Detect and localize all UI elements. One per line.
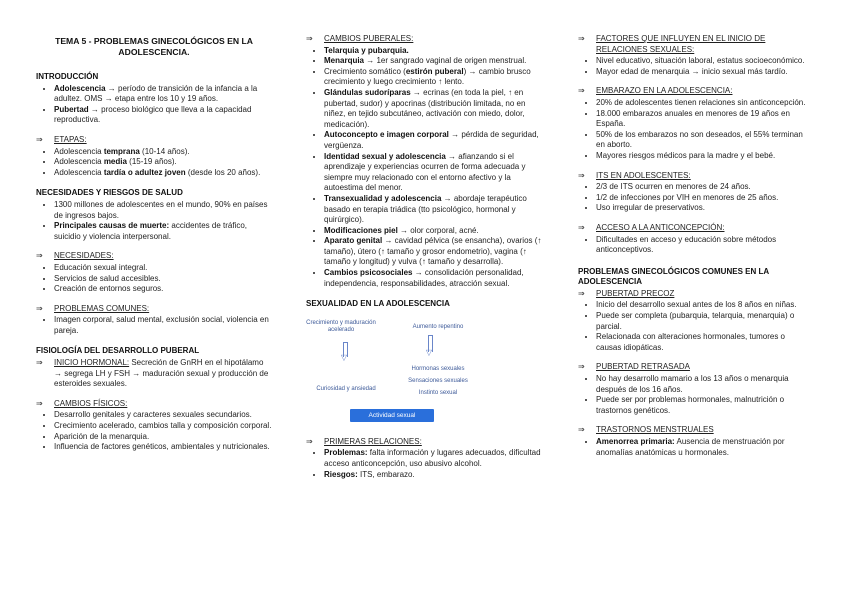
retrasada-list [578,374,810,416]
sexualidad-diagram [306,318,486,428]
list-item: • 18.000 embarazos anuales en menores de 19 años en España. [596,109,810,130]
cambios-fisicos-list [36,410,272,452]
list-item: • Autoconcepto e imagen corporal → pérdida de seguridad, vergüenza. [324,130,546,151]
double-arrow-icon: ⇒ [578,288,585,298]
precoz-subheading: ⇒ PUBERTAD PRECOZ [578,288,675,298]
intro-list [36,84,272,126]
list-item: • Creación de entornos seguros. [54,284,272,295]
list-item: • Influencia de factores genéticos, ambientales y nutricionales. [54,442,272,453]
fisiologia-heading: FISIOLOGÍA DEL DESARROLLO PUBERAL [36,346,200,356]
list-item: • 2/3 de ITS ocurren en menores de 24 años. [596,182,810,193]
factores-list [578,56,810,77]
list-item: • Glándulas sudoríparas → ecrinas (en toda la piel, ↑ en pubertad, sudor) y apocrinas (distribución limitada, no en niñez, en tejido subcutáneo, activación con miedo, dolor, medicación). [324,88,546,130]
list-item: • Relacionada con alteraciones hormonales, tumores o causas idiopáticas. [596,332,810,353]
problemas-subheading: ⇒ PROBLEMAS COMUNES: [36,303,150,313]
list-item: • Telarquia y pubarquia. [324,46,546,57]
diagram-aumento: Aumento repentino [412,323,464,330]
double-arrow-icon: ⇒ [578,170,585,180]
double-arrow-icon: ⇒ [578,425,585,435]
etapas-list [36,147,272,179]
list-item: • Aparato genital → cavidad pélvica (se ensancha), ovarios (↑ tamaño), útero (↑ tamaño y grosor endometrio), vagina (↑ tamaño y longitud) y vulva (↑ tamaño y desarrolla). [324,236,546,268]
double-arrow-icon: ⇒ [36,358,43,368]
acceso-subheading: ⇒ ACCESO A LA ANTICONCEPCIÓN: [578,222,725,232]
list-item: • Adolescencia tardía o adultez joven (desde los 20 años). [54,168,272,179]
necesidades-subheading: ⇒ NECESIDADES: [36,251,114,261]
list-item: • Imagen corporal, salud mental, exclusión social, violencia en pareja. [54,315,272,336]
double-arrow-icon: ⇒ [36,303,43,313]
double-arrow-icon: ⇒ [36,251,43,261]
list-item: • Problemas: falta información y lugares adecuados, dificultad acceso anticoncepción, uso abusivo alcohol. [324,448,546,469]
acceso-list [578,235,810,256]
double-arrow-icon: ⇒ [36,134,43,144]
its-subheading: ⇒ ITS EN ADOLESCENTES: [578,170,691,180]
list-item: • Desarrollo genitales y caracteres sexuales secundarios. [54,410,272,421]
double-arrow-icon: ⇒ [578,222,585,232]
sexualidad-heading: SEXUALIDAD EN LA ADOLESCENCIA [306,299,450,309]
list-item: • Adolescencia → período de transición de la infancia a la adultez. OMS → etapa entre los 10 y 19 años. [54,84,272,105]
primeras-subheading: ⇒ PRIMERAS RELACIONES: [306,436,422,446]
embarazo-list [578,98,810,162]
arrow-head-icon: ▽ [340,352,348,362]
diagram-curiosidad: Curiosidad y ansiedad [316,385,376,392]
double-arrow-icon: ⇒ [578,86,585,96]
precoz-list [578,300,810,353]
trastornos-subheading: ⇒ TRASTORNOS MENSTRUALES [578,425,714,435]
list-item: • Inicio del desarrollo sexual antes de los 8 años en niñas. [596,300,810,311]
list-item: • 20% de adolescentes tienen relaciones sin anticoncepción. [596,98,810,109]
list-item: • Adolescencia media (15-19 años). [54,157,272,168]
cambios-puberales-subheading: ⇒ CAMBIOS PUBERALES: [306,34,414,43]
double-arrow-icon: ⇒ [578,362,585,372]
its-list [578,182,810,214]
column-1 [36,34,272,453]
list-item: • No hay desarrollo mamario a los 13 años o menarquia después de los 16 años. [596,374,810,395]
factores-subheading: ⇒ FACTORES QUE INFLUYEN EN EL INICIO DE RELACIONES SEXUALES: [578,34,766,54]
necesidades-riesgos-list [36,200,272,242]
list-item: • Puede ser por problemas hormonales, malnutrición o trastornos genéticos. [596,395,810,416]
list-item: • 1/2 de infecciones por VIH en menores de 25 años. [596,193,810,204]
list-item: • Dificultades en acceso y educación sobre métodos anticonceptivos. [596,235,810,256]
list-item: • Amenorrea primaria: Ausencia de menstruación por anomalías anatómicas u hormonales. [596,437,810,458]
diagram-sensaciones: Sensaciones sexuales [408,377,468,384]
page-title: TEMA 5 - PROBLEMAS GINECOLÓGICOS EN LA ADOLESCENCIA. [55,36,253,57]
list-item: • Aparición de la menarquia. [54,432,272,443]
list-item: • 1300 millones de adolescentes en el mundo, 90% en países de ingresos bajos. [54,200,272,221]
double-arrow-icon: ⇒ [578,34,585,43]
list-item: • 50% de los embarazos no son deseados, el 55% terminan en aborto. [596,130,810,151]
column-2 [306,34,546,480]
double-arrow-icon: ⇒ [306,34,313,43]
list-item: • Identidad sexual y adolescencia → afianzando si el aprendizaje y experiencias ocurren de forma adecuada y siempre muy relacionado con el entorno afectivo y la autoestima del menor. [324,152,546,194]
list-item: • Riesgos: ITS, embarazo. [324,470,546,481]
embarazo-subheading: ⇒ EMBARAZO EN LA ADOLESCENCIA: [578,86,733,96]
list-item: • Nivel educativo, situación laboral, estatus socioeconómico. [596,56,810,67]
double-arrow-icon: ⇒ [306,436,313,446]
problemas-gin-heading: PROBLEMAS GINECOLÓGICOS COMUNES EN LA ADOLESCENCIA [578,266,769,287]
list-item: • Cambios psicosociales → consolidación personalidad, independencia, responsabilidades, atracción sexual. [324,268,546,289]
list-item: • Menarquia → 1er sangrado vaginal de origen menstrual. [324,56,546,67]
list-item: • Servicios de salud accesibles. [54,274,272,285]
cambios-fisicos-subheading: ⇒ CAMBIOS FÍSICOS: [36,398,128,408]
list-item: • Crecimiento somático (estirón puberal) → cambio brusco crecimiento y luego crecimiento ↑ lento. [324,67,546,88]
column-3 [578,34,810,458]
necesidades-list [36,263,272,295]
diagram-crecimiento: Crecimiento y maduración acelerado [306,319,376,333]
list-item: • Transexualidad y adolescencia → abordaje terapéutico basado en terapia triádica (tto psicológico, hormonal y quirúrgico). [324,194,546,226]
list-item: • Mayores riesgos médicos para la madre y el bebé. [596,151,810,162]
list-item: • Crecimiento acelerado, cambios talla y composición corporal. [54,421,272,432]
list-item: • Principales causas de muerte: accidentes de tráfico, suicidio y violencia interpersonal. [54,221,272,242]
intro-heading: INTRODUCCIÓN [36,72,99,81]
diagram-instinto: Instinto sexual [418,389,458,396]
list-item: • Pubertad → proceso biológico que lleva a la capacidad reproductiva. [54,105,272,126]
arrow-head-icon: ▽ [425,347,433,357]
cambios-puberales-list [306,46,546,290]
list-item: • Uso irregular de preservativos. [596,203,810,214]
etapas-subheading: ⇒ ETAPAS: [36,134,87,144]
double-arrow-icon: ⇒ [36,398,43,408]
list-item: • Mayor edad de menarquia → inicio sexual más tardío. [596,67,810,78]
list-item: • Adolescencia temprana (10-14 años). [54,147,272,158]
primeras-list [306,448,546,480]
list-item: • Modificaciones piel → olor corporal, acné. [324,226,546,237]
necesidades-riesgos-heading: NECESIDADES Y RIESGOS DE SALUD [36,188,183,198]
trastornos-list [578,437,810,458]
list-item: • Educación sexual integral. [54,263,272,274]
diagram-hormonas: Hormonas sexuales [411,365,465,372]
inicio-hormonal: ⇒ INICIO HORMONAL: Secreción de GnRH en el hipotálamo → segrega LH y FSH → maduración sexual y producción de esteroides sexuales. [36,358,269,389]
diagram-actividad: Actividad sexual [350,409,434,422]
retrasada-subheading: ⇒ PUBERTAD RETRASADA [578,362,690,372]
problemas-list [36,315,272,336]
list-item: • Puede ser completa (pubarquia, telarquia, menarquia) o parcial. [596,311,810,332]
